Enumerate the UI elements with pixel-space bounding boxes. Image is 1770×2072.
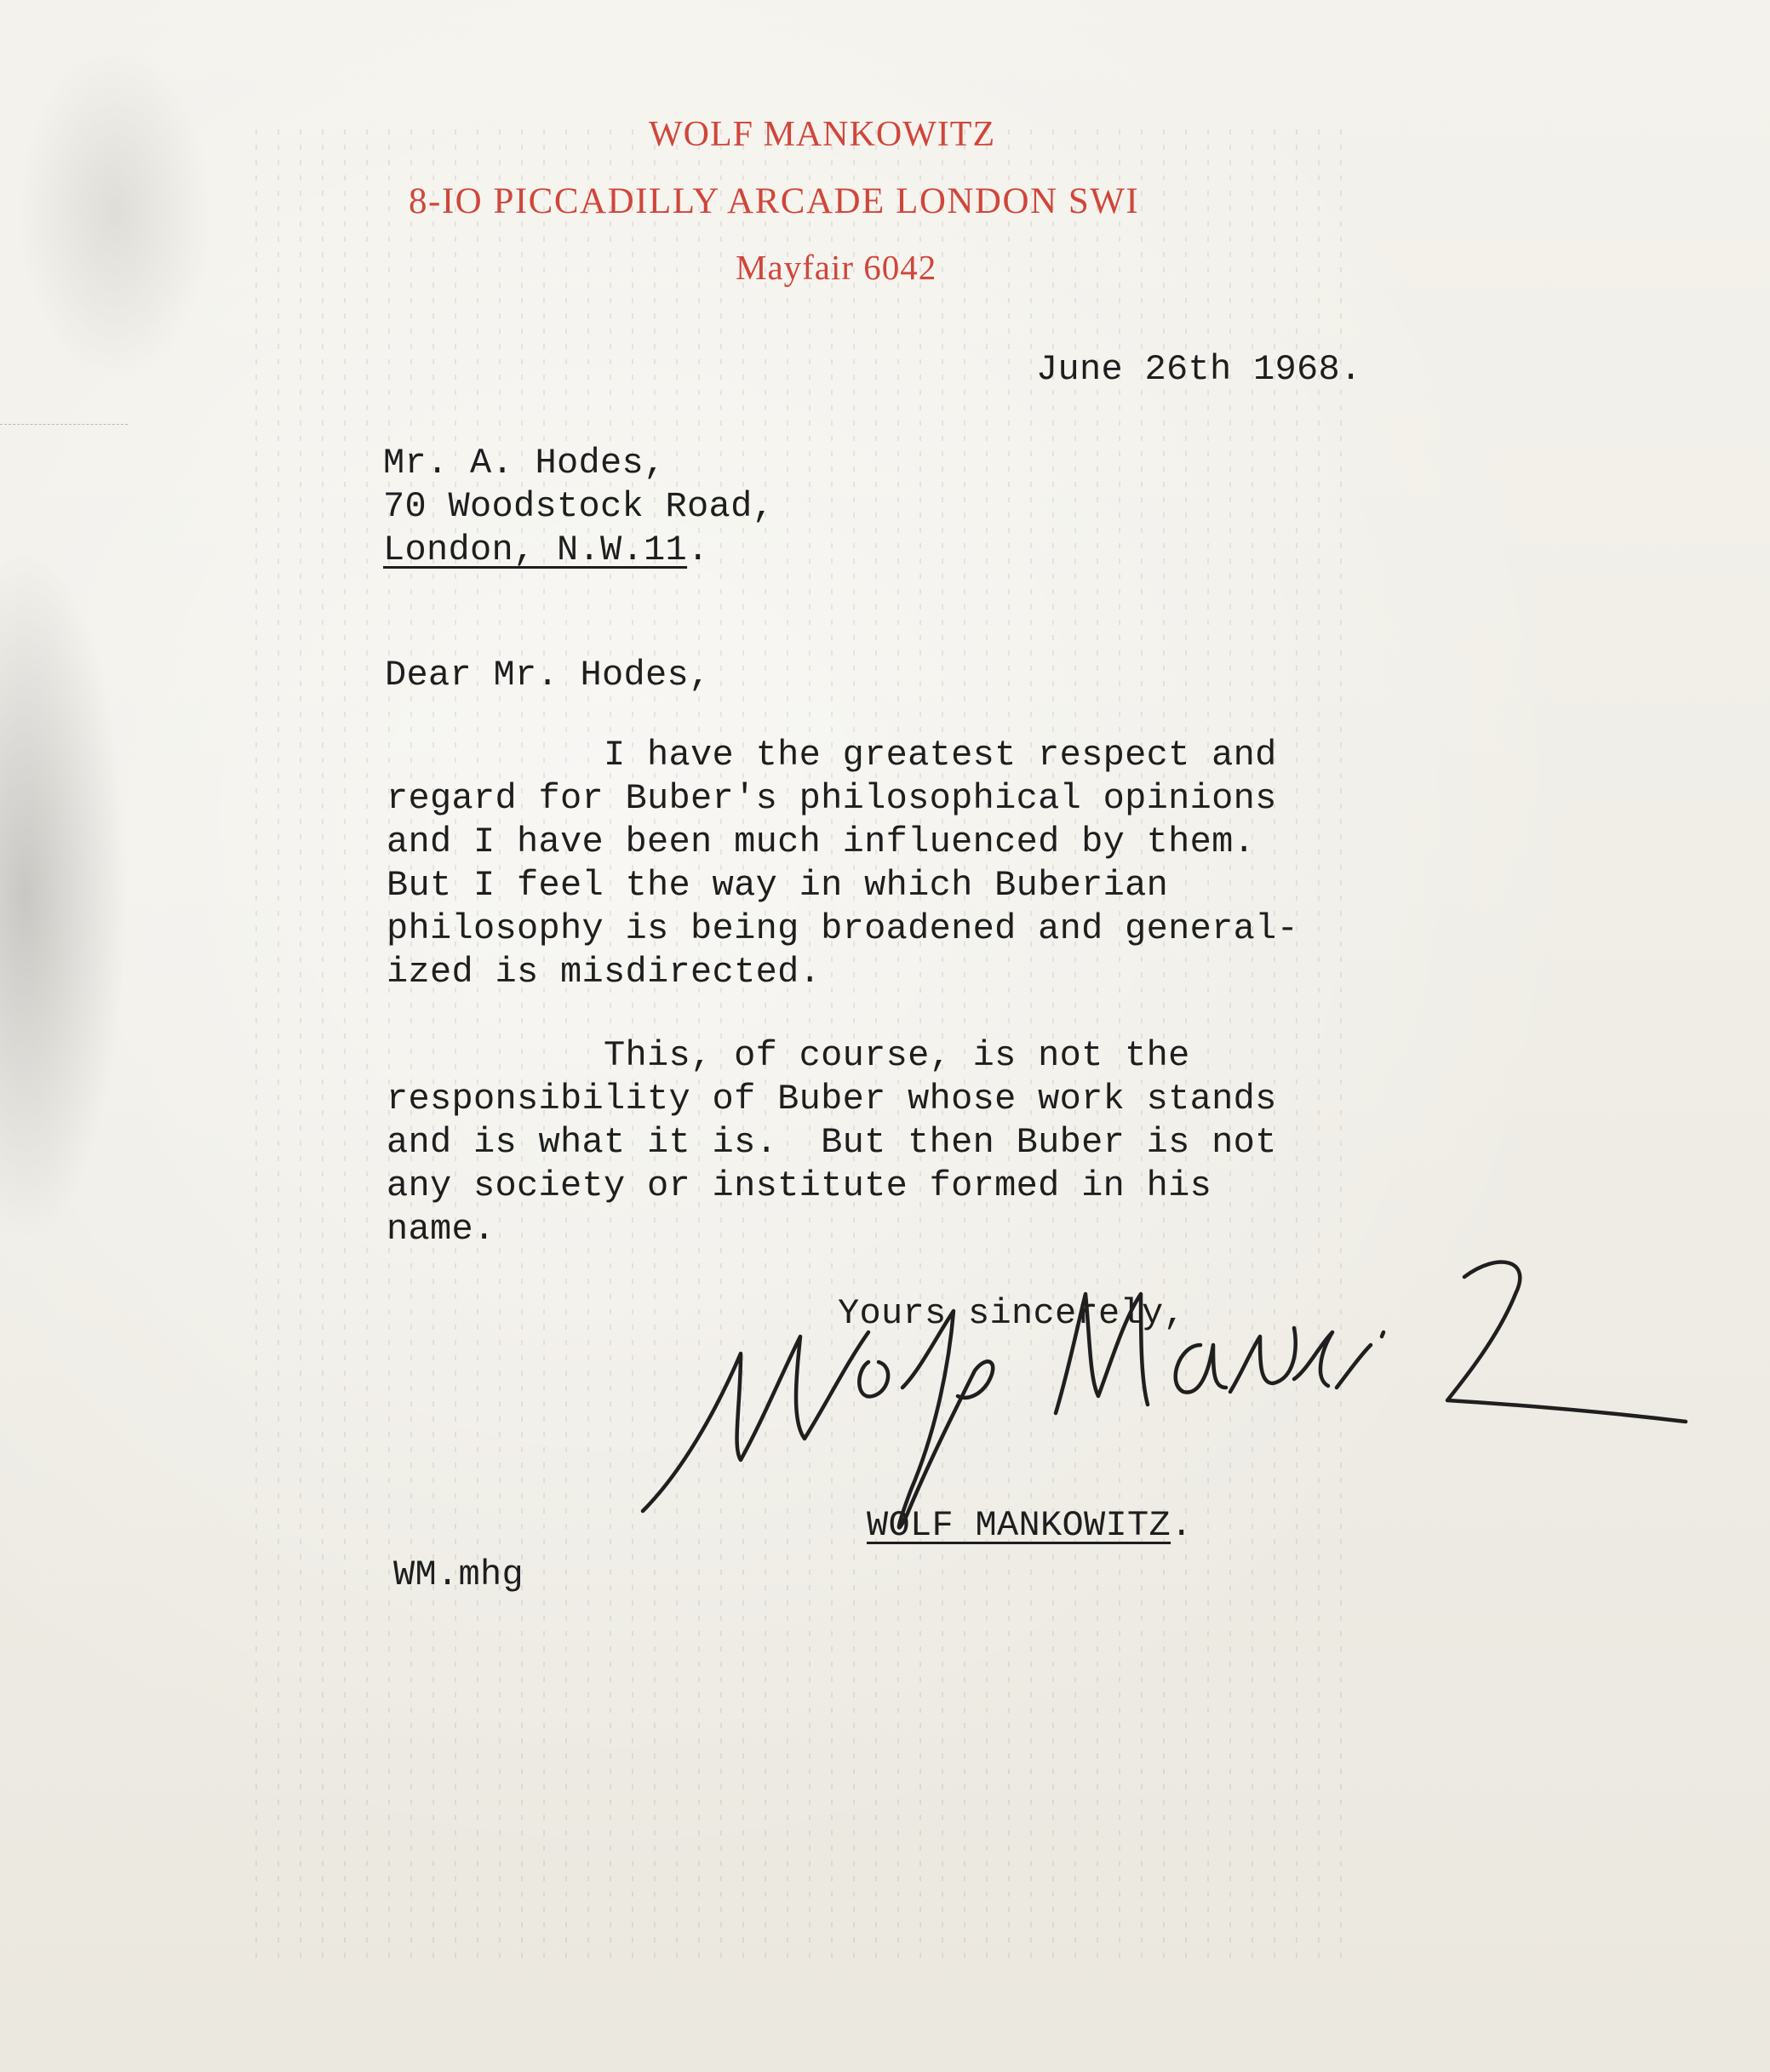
recipient-address — [383, 442, 774, 572]
edge-tear-line — [0, 424, 128, 425]
letterhead-address: 8-IO PICCADILLY ARCADE LONDON SWI — [409, 181, 1140, 221]
paragraph-1-line: I have the greatest respect and — [387, 735, 1277, 776]
letterhead-name: WOLF MANKOWITZ — [649, 115, 996, 154]
paragraph-2-line: This, of course, is not the — [387, 1035, 1190, 1076]
letterhead-phone: Mayfair 6042 — [736, 248, 937, 287]
letterhead — [0, 102, 1770, 323]
typed-signature-name — [867, 1504, 1193, 1548]
paragraph-2-line: name. — [387, 1209, 495, 1250]
recipient-name: Mr. A. Hodes, — [383, 443, 666, 484]
paragraph-2 — [387, 1034, 1277, 1251]
salutation: Dear Mr. Hodes, — [385, 655, 711, 695]
recipient-city-suffix: . — [687, 529, 709, 570]
recipient-city: London, N.W.11 — [383, 529, 688, 570]
typed-name-suffix: . — [1171, 1505, 1193, 1546]
paragraph-1 — [387, 734, 1298, 994]
paragraph-2-line: and is what it is. But then Buber is not — [387, 1122, 1277, 1163]
left-margin-smudge — [0, 545, 128, 1243]
typed-name-text: WOLF MANKOWITZ — [867, 1505, 1171, 1546]
closing: Yours sincerely, — [838, 1293, 1186, 1334]
letter-date: June 26th 1968. — [1036, 349, 1362, 390]
paragraph-2-line: responsibility of Buber whose work stands — [387, 1079, 1277, 1119]
reference-initials: WM.mhg — [393, 1554, 524, 1595]
recipient-city-line — [383, 529, 774, 572]
paragraph-1-line: philosophy is being broadened and general- — [387, 908, 1299, 949]
paragraph-1-line: But I feel the way in which Buberian — [387, 865, 1169, 906]
paragraph-1-line: regard for Buber's philosophical opinions — [387, 778, 1277, 819]
recipient-street: 70 Woodstock Road, — [383, 486, 775, 527]
paragraph-1-line: ized is misdirected. — [387, 952, 822, 993]
paragraph-2-line: any society or institute formed in his — [387, 1165, 1212, 1206]
paragraph-1-line: and I have been much influenced by them. — [387, 821, 1256, 862]
